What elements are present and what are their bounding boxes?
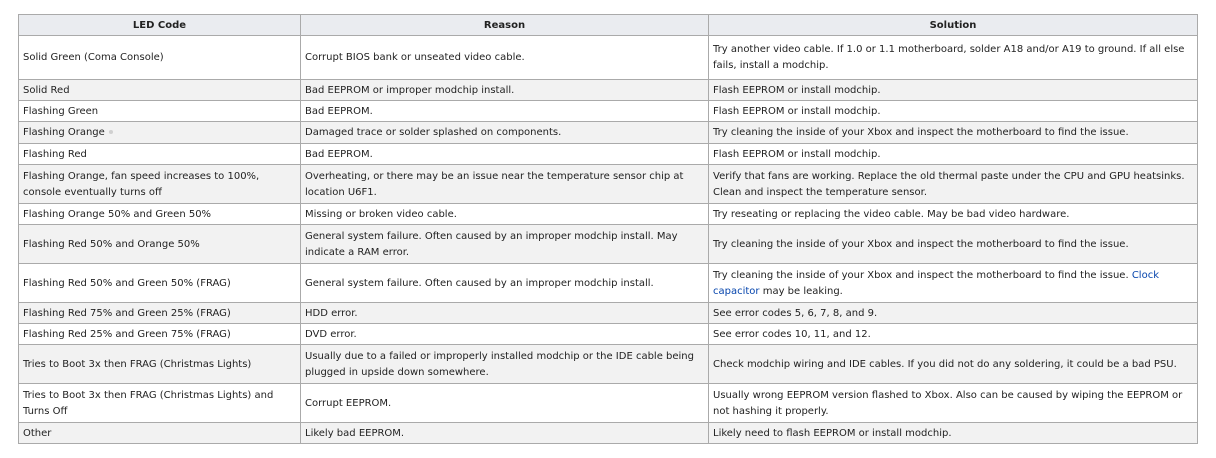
led-code-table bbox=[18, 14, 1198, 444]
reason-cell: HDD error. bbox=[301, 303, 709, 324]
reason-cell: Bad EEPROM or improper modchip install. bbox=[301, 80, 709, 101]
solution-cell: Verify that fans are working. Replace the old thermal paste under the CPU and GPU heatsinks. Clean and inspect the temperature sensor. bbox=[709, 165, 1198, 204]
led-code-cell: Flashing Red 50% and Orange 50% bbox=[19, 225, 301, 264]
reason-cell: Bad EEPROM. bbox=[301, 101, 709, 122]
solution-cell: See error codes 5, 6, 7, 8, and 9. bbox=[709, 303, 1198, 324]
dot-icon bbox=[109, 130, 113, 134]
led-code-cell bbox=[19, 122, 301, 144]
table-row bbox=[19, 225, 1198, 264]
led-code-cell: Flashing Red 50% and Green 50% (FRAG) bbox=[19, 264, 301, 303]
table-row bbox=[19, 204, 1198, 225]
solution-cell: See error codes 10, 11, and 12. bbox=[709, 324, 1198, 345]
solution-cell: Flash EEPROM or install modchip. bbox=[709, 101, 1198, 122]
solution-cell: Flash EEPROM or install modchip. bbox=[709, 80, 1198, 101]
table-row bbox=[19, 122, 1198, 144]
table-row bbox=[19, 80, 1198, 101]
reason-cell: Overheating, or there may be an issue near the temperature sensor chip at location U6F1. bbox=[301, 165, 709, 204]
reason-cell: Missing or broken video cable. bbox=[301, 204, 709, 225]
solution-cell: Likely need to flash EEPROM or install modchip. bbox=[709, 423, 1198, 444]
led-code-cell: Flashing Orange 50% and Green 50% bbox=[19, 204, 301, 225]
reason-cell: General system failure. Often caused by an improper modchip install. May indicate a RAM error. bbox=[301, 225, 709, 264]
led-code-cell: Flashing Red 75% and Green 25% (FRAG) bbox=[19, 303, 301, 324]
led-code-cell: Flashing Red bbox=[19, 144, 301, 165]
solution-cell: Try another video cable. If 1.0 or 1.1 motherboard, solder A18 and/or A19 to ground. If all else fails, install a modchip. bbox=[709, 36, 1198, 80]
reason-cell: Damaged trace or solder splashed on components. bbox=[301, 122, 709, 144]
table-row bbox=[19, 165, 1198, 204]
solution-cell: Usually wrong EEPROM version flashed to Xbox. Also can be caused by wiping the EEPROM or not hashing it properly. bbox=[709, 384, 1198, 423]
led-code-text: Flashing Orange bbox=[23, 127, 105, 138]
solution-cell: Try cleaning the inside of your Xbox and inspect the motherboard to find the issue. bbox=[709, 122, 1198, 144]
table-row bbox=[19, 303, 1198, 324]
led-code-table-container bbox=[18, 14, 1197, 444]
reason-cell: Corrupt EEPROM. bbox=[301, 384, 709, 423]
solution-cell bbox=[709, 264, 1198, 303]
led-code-cell: Tries to Boot 3x then FRAG (Christmas Lights) and Turns Off bbox=[19, 384, 301, 423]
table-row bbox=[19, 384, 1198, 423]
clock-capacitor-link[interactable]: Clock capacitor bbox=[713, 269, 1159, 297]
reason-cell: Usually due to a failed or improperly installed modchip or the IDE cable being plugged in upside down somewhere. bbox=[301, 345, 709, 384]
led-code-cell: Solid Green (Coma Console) bbox=[19, 36, 301, 80]
table-row bbox=[19, 101, 1198, 122]
solution-cell: Try cleaning the inside of your Xbox and inspect the motherboard to find the issue. bbox=[709, 225, 1198, 264]
table-row bbox=[19, 36, 1198, 80]
solution-cell: Check modchip wiring and IDE cables. If you did not do any soldering, it could be a bad PSU. bbox=[709, 345, 1198, 384]
reason-cell: Likely bad EEPROM. bbox=[301, 423, 709, 444]
led-code-cell: Solid Red bbox=[19, 80, 301, 101]
reason-cell: Corrupt BIOS bank or unseated video cable. bbox=[301, 36, 709, 80]
reason-cell: Bad EEPROM. bbox=[301, 144, 709, 165]
led-code-cell: Flashing Green bbox=[19, 101, 301, 122]
header-led-code[interactable]: LED Code bbox=[19, 15, 301, 36]
solution-text: Try cleaning the inside of your Xbox and inspect the motherboard to find the issue. bbox=[713, 269, 1132, 281]
solution-cell: Flash EEPROM or install modchip. bbox=[709, 144, 1198, 165]
reason-cell: General system failure. Often caused by an improper modchip install. bbox=[301, 264, 709, 303]
led-code-cell: Flashing Orange, fan speed increases to 100%, console eventually turns off bbox=[19, 165, 301, 204]
table-row bbox=[19, 144, 1198, 165]
header-solution[interactable]: Solution bbox=[709, 15, 1198, 36]
led-code-cell: Other bbox=[19, 423, 301, 444]
table-header-row bbox=[19, 15, 1198, 36]
solution-text: may be leaking. bbox=[759, 285, 843, 297]
solution-cell: Try reseating or replacing the video cable. May be bad video hardware. bbox=[709, 204, 1198, 225]
table-row bbox=[19, 324, 1198, 345]
table-row bbox=[19, 345, 1198, 384]
led-code-cell: Flashing Red 25% and Green 75% (FRAG) bbox=[19, 324, 301, 345]
table-row bbox=[19, 423, 1198, 444]
led-code-cell: Tries to Boot 3x then FRAG (Christmas Lights) bbox=[19, 345, 301, 384]
reason-cell: DVD error. bbox=[301, 324, 709, 345]
table-row bbox=[19, 264, 1198, 303]
header-reason[interactable]: Reason bbox=[301, 15, 709, 36]
